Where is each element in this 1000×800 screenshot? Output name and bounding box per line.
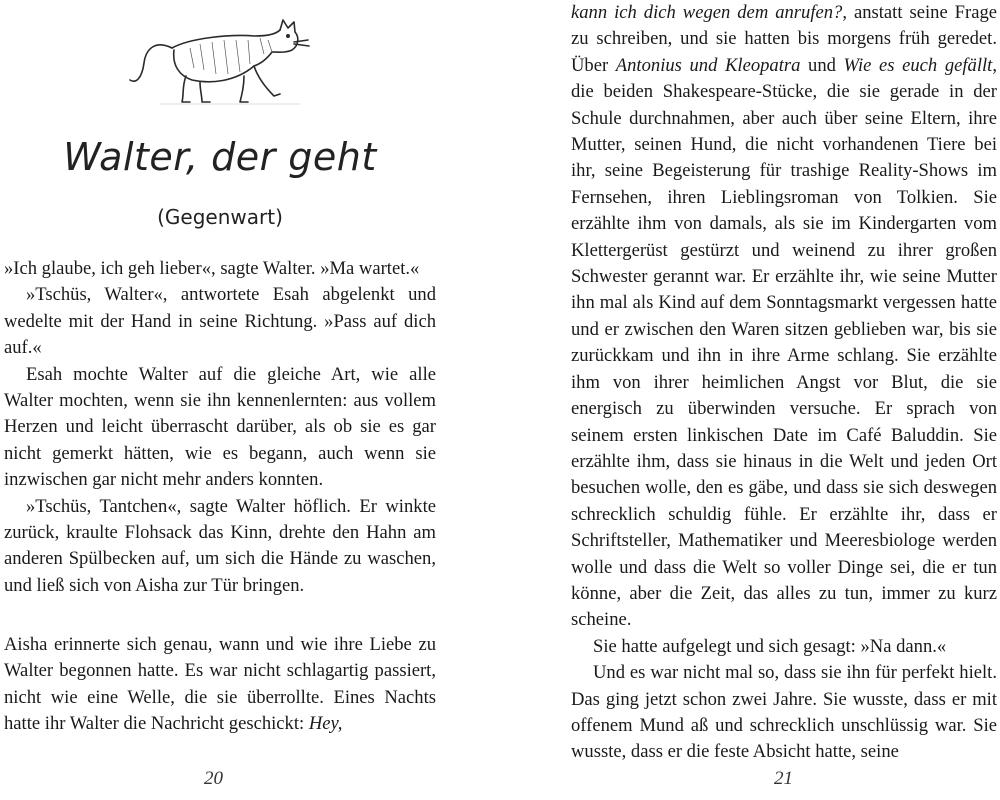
paragraph [571, 0, 997, 634]
right-body [571, 0, 997, 766]
chapter-title: Walter, der geht [63, 135, 377, 179]
paragraph: »Ich glaube, ich geh lieber«, sagte Walter. »Ma wartet.« [4, 258, 420, 279]
page-number-right: 21 [774, 768, 793, 789]
cat-walking-illustration [120, 8, 320, 108]
chapter-subtitle: (Gegenwart) [157, 205, 283, 229]
paragraph: »Tschüs, Tantchen«, sagte Walter höflich. Er winkte zurück, kraulte Flohsack das Kinn, drehte den Hahn am anderen Spülbecken auf, um sich die Hände zu waschen, und ließ sich von Aisha zur Tür bringen. [4, 495, 436, 596]
italic-run: kann ich dich wegen dem anrufen? [571, 2, 843, 23]
paragraph: Und es war nicht mal so, dass sie ihn für perfekt hielt. Das ging jetzt schon zwei Jahre. Sie wusste, dass er mit offenem Mund aß und schrecklich unschlüssig war. Sie wusste, dass er die feste Absicht hatte, seine [571, 662, 997, 763]
left-body-section-2 [4, 632, 436, 738]
text-run: und [800, 54, 844, 76]
text-run: , die beiden Shakespeare-Stücke, die sie gerade in der Schule durchnahmen, aber auch über seine Eltern, ihre Mutter, seinen Hund, die nicht vorhandenen Tiere bei ihr, seine Begeisterung für trashige Reality-Shows im Fernsehen, ihren Lieblingsroman von Tolkien. Sie erzählte ihm von damals, als sie im Kindergarten vom Klettergerüst gestürzt und weinend zu ihrer großen Schwester gerannt war. Er erzählte ihr, wie seine Mutter ihn mal als Kind auf dem Sonntagsmarkt vergessen hatte und er zwischen den Waren sitzen geblieben war, bis sie zurückkam und ihn in ihre Arme schlang. Sie erzählte ihm von ihrer heimlichen Angst vor Blut, die sie energisch zu überwinden versuche. Er sprach von seinem ersten linkischen Date im Café Baluddin. Sie erzählte ihm, dass sie hinaus in die Welt und jeden Ort besuchen wolle, den es gäbe, und dass sie sich deswegen schrecklich schuldig fühle. Er erzählte ihr, dass er Schriftsteller, Mathematiker und Meeresbiologe werden wolle und dass die Welt so voller Dinge sei, die er tun könne, aber die Zeit, das alles zu tun, immer zu kurz scheine. [571, 54, 997, 631]
text-run: , anstatt seine Frage zu schreiben, und sie hatten bis morgens früh geredet. Über [571, 2, 998, 76]
page-number-left: 20 [204, 768, 223, 789]
paragraph: Sie hatte aufgelegt und sich gesagt: »Na dann.« [593, 635, 947, 657]
text-run: Aisha erinnerte sich genau, wann und wie ihre Liebe zu Walter begonnen hatte. Es war nicht schlagartig passiert, nicht wie eine Welle, die sie überrollte. Eines Nachts hatte ihr Walter die Nachricht geschickt: [4, 634, 436, 735]
paragraph [4, 632, 436, 738]
right-page [500, 0, 1000, 800]
paragraph: »Tschüs, Walter«, antwortete Esah abgelenkt und wedelte mit der Hand in seine Richtung. »Pass auf dich auf.« [4, 284, 436, 359]
italic-run: Hey, [308, 713, 343, 735]
left-body-section-1 [4, 256, 436, 599]
paragraph: Esah mochte Walter auf die gleiche Art, wie alle Walter mochten, wenn sie ihn kennenlernten: aus vollem Herzen und leicht überrascht darüber, als ob sie es gar nicht gemerkt hätten, wie es begann, auch wenn sie inzwischen gar nicht mehr anders konnten. [4, 363, 436, 491]
italic-run: Wie es euch gefällt [843, 54, 993, 76]
italic-run: Antonius und Kleopatra [615, 54, 801, 76]
